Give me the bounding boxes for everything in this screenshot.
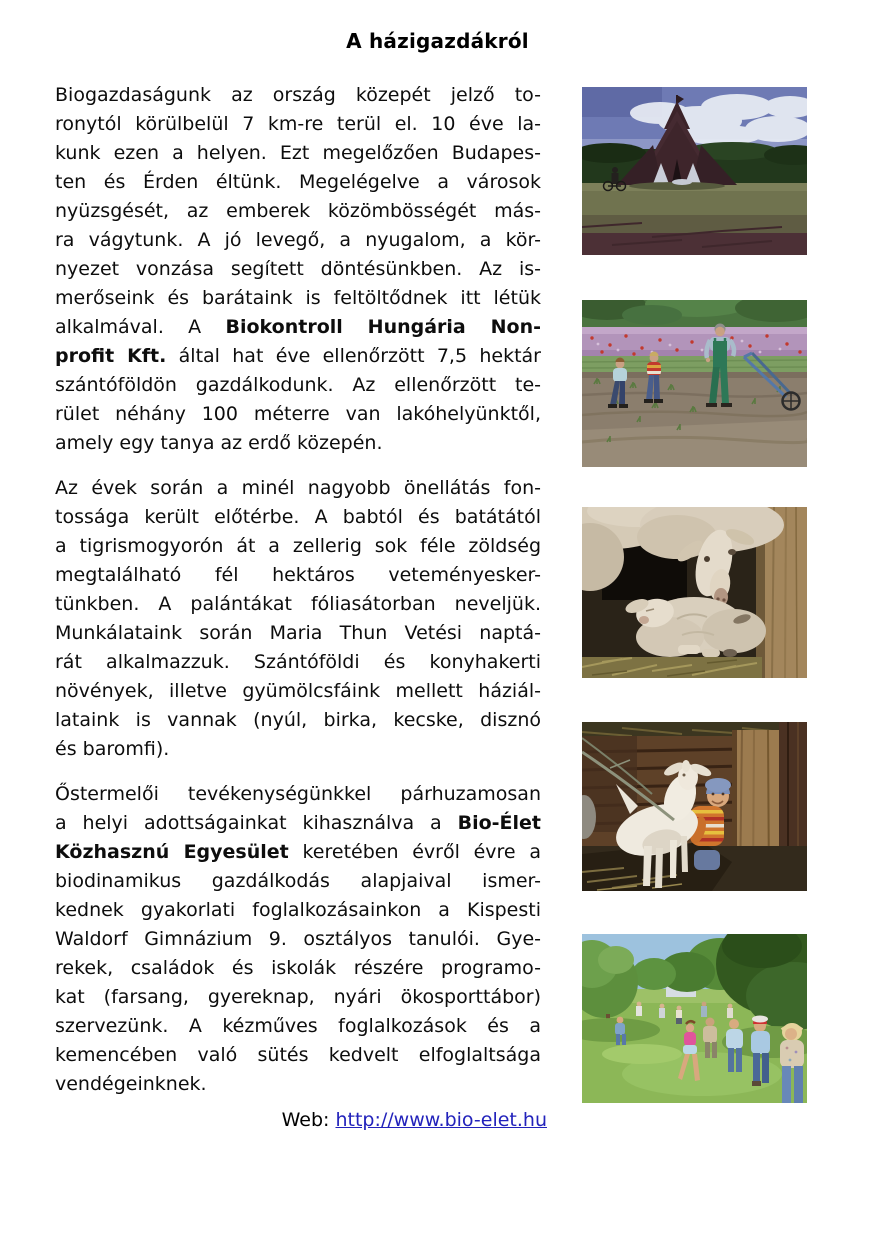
text-line: tünkben. A palántákat fóliasátorban neveljük. xyxy=(55,593,541,615)
text-line: Waldorf Gimnázium 9. osztályos tanulói. Gye- xyxy=(55,928,541,950)
text-line: a helyi adottságainkat kihasználva a Bio-Élet xyxy=(55,812,541,834)
text-line: tossága került előtérbe. A babtól és batátától xyxy=(55,506,541,528)
field-work-illustration xyxy=(582,300,807,467)
web-label: Web: xyxy=(281,1109,330,1131)
text-line: kemencében való sütés kedvelt elfoglaltsága xyxy=(55,1044,541,1066)
text-line: alkalmával. A Biokontroll Hungária Non- xyxy=(55,316,541,338)
text-line: rület néhány 100 méterre van lakóhelyünktől, xyxy=(55,403,541,425)
text-line: rát alkalmazzuk. Szántóföldi és konyhakerti xyxy=(55,651,541,673)
text-line: ten és Érden éltünk. Megelégelve a városok xyxy=(55,171,541,193)
text-line: nyezet vonzása segített döntésünkben. Az is- xyxy=(55,258,541,280)
photo-field-work xyxy=(582,300,807,467)
text-line: merőseink és barátaink is feltöltődnek itt létük xyxy=(55,287,541,309)
text-line: Az évek során a minél nagyobb önellátás fon- xyxy=(55,477,541,499)
text-line: megtalálható fél hektáros veteményesker- xyxy=(55,564,541,586)
children-meadow-illustration xyxy=(582,934,807,1103)
text-line: ronytól körülbelül 7 km-re terül el. 10 éve la- xyxy=(55,113,541,135)
photo-sheep-lambs xyxy=(582,507,807,678)
text-line: növények, illetve gyümölcsfáink mellett háziál- xyxy=(55,680,541,702)
page-title: A házigazdákról xyxy=(346,29,529,53)
photo-children-meadow xyxy=(582,934,807,1103)
text-line: és baromfi). xyxy=(55,738,170,760)
text-line: ra vágytunk. A jó levegő, a nyugalom, a kör- xyxy=(55,229,541,251)
web-link[interactable]: http://www.bio-elet.hu xyxy=(335,1109,547,1131)
paragraph xyxy=(55,780,541,1099)
photo-lookout-tower xyxy=(582,87,807,255)
article-text xyxy=(55,81,541,1115)
text-line: profit Kft. által hat éve ellenőrzött 7,5 hektár xyxy=(55,345,541,367)
text-line: biodinamikus gazdálkodás alapjaival ismer- xyxy=(55,870,541,892)
paragraph xyxy=(55,81,541,458)
text-line: kednek gyakorlati foglalkozásainkon a Kispesti xyxy=(55,899,541,921)
lookout-tower-illustration xyxy=(582,87,807,255)
text-line: Biogazdaságunk az ország közepét jelző to- xyxy=(55,84,541,106)
text-line: szervezünk. A kézműves foglalkozások és a xyxy=(55,1015,541,1037)
sheep-lambs-illustration xyxy=(582,507,807,678)
text-line: kat (farsang, gyereknap, nyári ökosporttábor) xyxy=(55,986,541,1008)
text-line: amely egy tanya az erdő közepén. xyxy=(55,432,383,454)
goat-child-illustration xyxy=(582,722,807,891)
photo-goat-child xyxy=(582,722,807,891)
text-line: a tigrismogyorón át a zellerig sok féle zöldség xyxy=(55,535,541,557)
text-line: Közhasznú Egyesület keretében évről évre a xyxy=(55,841,541,863)
text-line: szántóföldön gazdálkodunk. Az ellenőrzött te- xyxy=(55,374,541,396)
text-line: Őstermelői tevékenységünkkel párhuzamosan xyxy=(55,783,541,805)
text-line: Munkálataink során Maria Thun Vetési naptá- xyxy=(55,622,541,644)
text-line: vendégeinknek. xyxy=(55,1073,207,1095)
text-line: lataink is vannak (nyúl, birka, kecske, disznó xyxy=(55,709,541,731)
web-line xyxy=(55,1106,547,1135)
body-paragraphs xyxy=(55,81,541,1099)
text-line: nyüzsgését, az emberek közömbösségét más- xyxy=(55,200,541,222)
paragraph xyxy=(55,474,541,764)
text-line: rekek, családok és iskolák részére programo- xyxy=(55,957,541,979)
text-line: kunk ezen a helyen. Ezt megelőzően Budapes- xyxy=(55,142,541,164)
